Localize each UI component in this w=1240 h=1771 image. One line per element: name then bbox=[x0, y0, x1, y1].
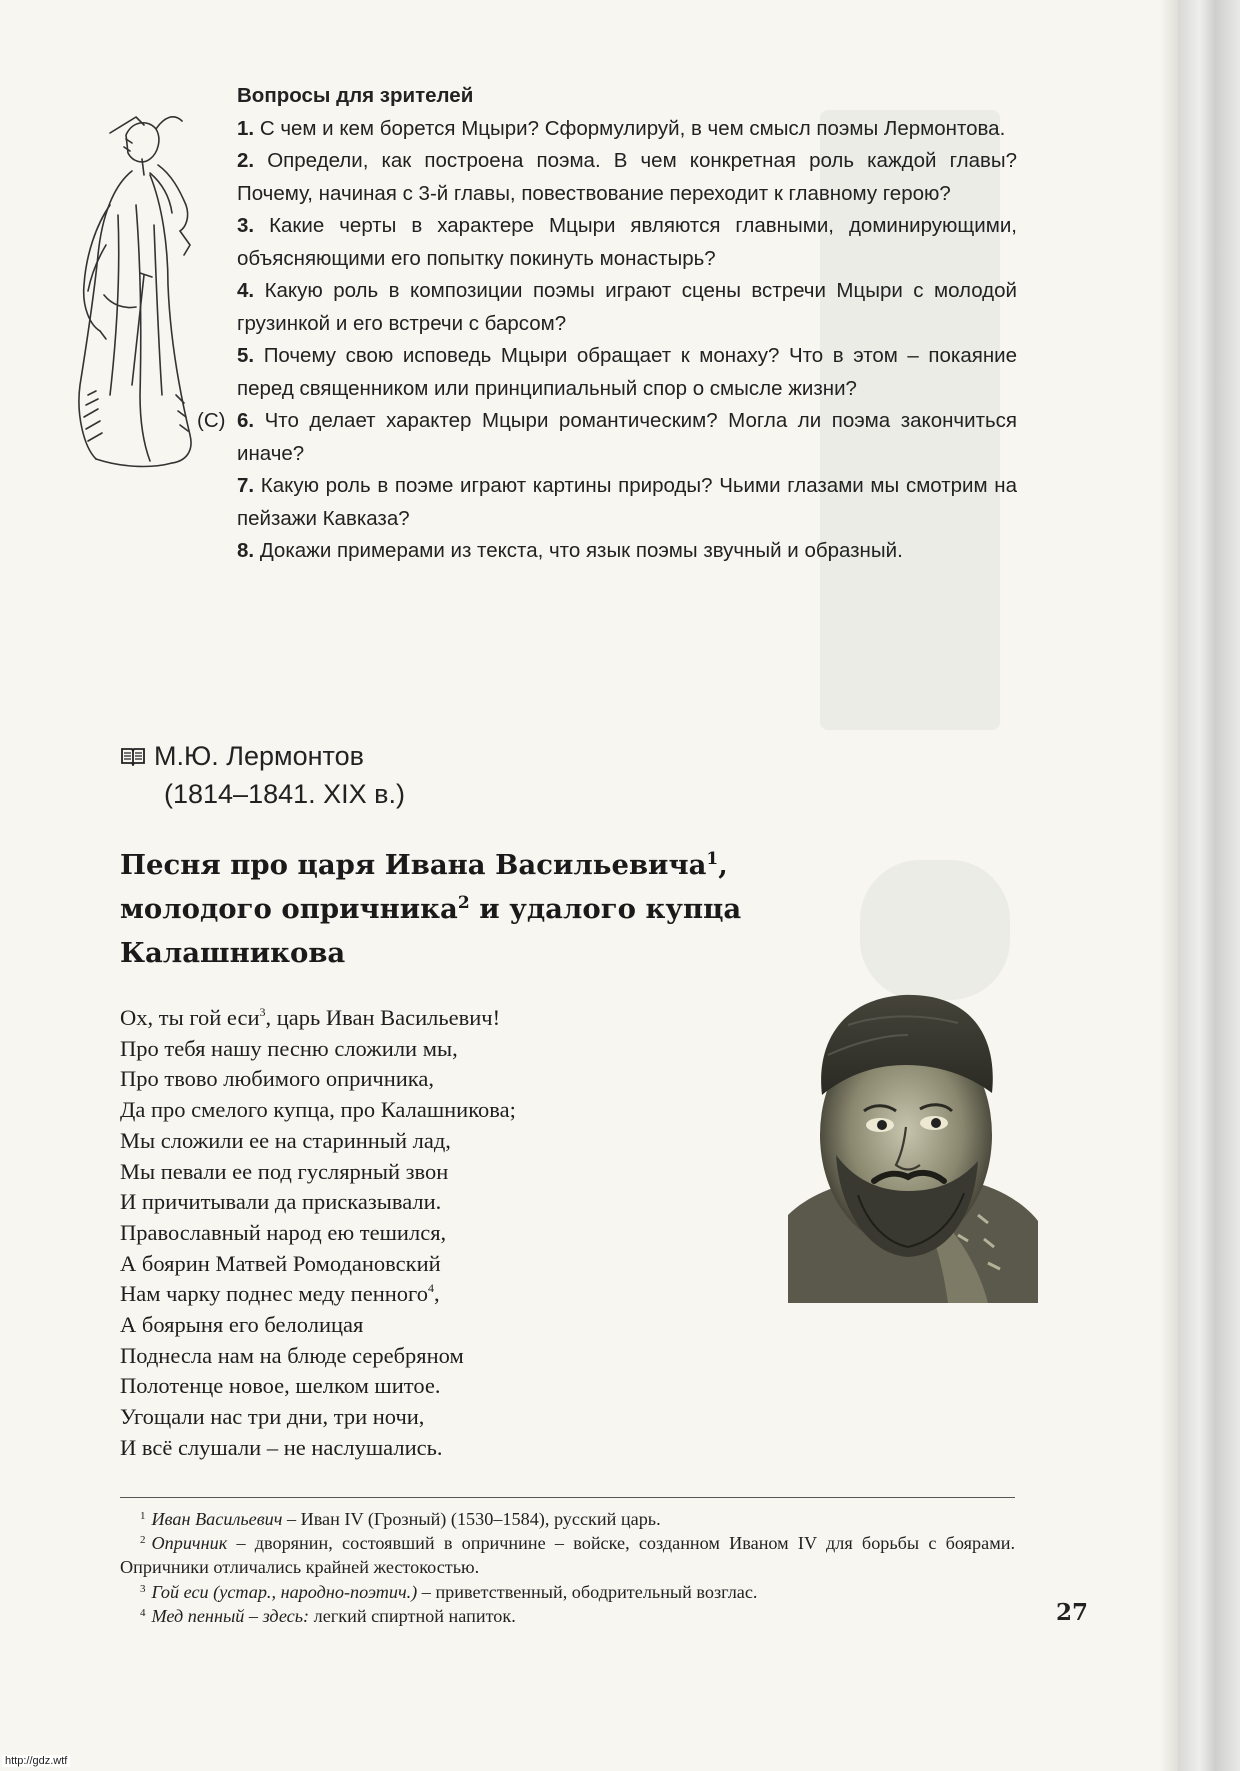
footnote-marker: 4 bbox=[140, 1606, 146, 1619]
poem-line-text: Православный народ ею тешился, bbox=[120, 1219, 447, 1245]
question-number: 7. bbox=[237, 474, 255, 497]
question-number: 4. bbox=[237, 279, 255, 302]
book-spine bbox=[1178, 0, 1240, 1771]
poem-title-line-2a: молодого опричника bbox=[120, 893, 458, 925]
poem-line-text: А боярыня его белолицая bbox=[120, 1312, 364, 1338]
poem-line bbox=[120, 1371, 760, 1402]
poem-line bbox=[120, 1433, 760, 1464]
question-text: Что делает характер Мцыри романтическим? Могла ли поэма закончиться иначе? bbox=[237, 409, 1017, 465]
poem-line-text-tail: , bbox=[433, 1281, 440, 1307]
page-gutter-shadow bbox=[1160, 0, 1178, 1771]
footnote-ref: 1 bbox=[706, 849, 719, 869]
poem-line-text: Про тебя нашу песню сложили мы, bbox=[120, 1035, 458, 1061]
question-number: 3. bbox=[237, 214, 255, 237]
footnote-ref: 2 bbox=[457, 893, 470, 913]
question-item bbox=[237, 340, 1017, 405]
poem-line-text: Полотенце новое, шелком шитое. bbox=[120, 1373, 441, 1399]
footnote-term: Иван Васильевич bbox=[151, 1509, 283, 1529]
poem-title-line-1: Песня про царя Ивана Васильевича bbox=[120, 849, 707, 881]
author-dates: (1814–1841. XIX в.) bbox=[164, 779, 405, 809]
question-text: Определи, как построена поэма. В чем конкретная роль каждой главы? Почему, начиная с 3-й главы, повествование переходит к главному герою? bbox=[237, 149, 1017, 205]
poem-line bbox=[120, 1402, 760, 1433]
author-name: М.Ю. Лермонтов bbox=[154, 741, 364, 771]
question-text: Докажи примерами из текста, что язык поэмы звучный и образный. bbox=[259, 539, 903, 562]
poem-line-text: А боярин Матвей Ромодановский bbox=[120, 1250, 441, 1276]
poem-line-text: И причитывали да присказывали. bbox=[120, 1189, 442, 1215]
poem-line-text: Поднесла нам на блюде серебряном bbox=[120, 1342, 464, 1368]
questions-heading: Вопросы для зрителей bbox=[237, 84, 474, 107]
poem-line-text: Да про смелого купца, про Калашникова; bbox=[120, 1097, 516, 1123]
poem-title bbox=[120, 843, 860, 975]
poem-line-text-tail: , царь Иван Васильевич! bbox=[265, 1005, 501, 1030]
question-item bbox=[197, 405, 1017, 470]
question-number: 2. bbox=[237, 149, 255, 172]
question-text: Почему свою исповедь Мцыри обращает к монаху? Что в этом – покаяние перед священником или принципиальный спор о смысле жизни? bbox=[237, 344, 1017, 400]
question-text: Какие черты в характере Мцыри являются главными, доминирующими, объясняющими его попытку покинуть монастырь? bbox=[237, 214, 1017, 270]
footnote-ref: 3 bbox=[259, 1005, 266, 1019]
poem-line bbox=[120, 1095, 760, 1126]
question-number: 1. bbox=[237, 116, 255, 140]
poem-line-text: Нам чарку поднес меду пенного bbox=[120, 1281, 428, 1307]
poem-line-text: Угощали нас три дни, три ночи, bbox=[120, 1404, 425, 1430]
footnote-ref: 4 bbox=[427, 1281, 434, 1296]
tsar-portrait bbox=[788, 985, 1038, 1303]
poem-line bbox=[120, 1157, 760, 1188]
poem-title-line-3: Калашникова bbox=[120, 937, 346, 969]
poem-line-text: Ох, ты гой еси bbox=[120, 1005, 260, 1030]
source-watermark: http://gdz.wtf bbox=[2, 1755, 70, 1767]
question-mark: (С) bbox=[197, 409, 226, 432]
footnote-term: Опричник bbox=[151, 1533, 228, 1554]
footnote-term: Гой еси (устар., народно-поэтич.) bbox=[151, 1581, 418, 1602]
question-text: Какую роль в композиции поэмы играют сцены встречи Мцыри с молодой грузинкой и его встречи с барсом? bbox=[237, 279, 1017, 335]
question-item bbox=[237, 535, 1017, 568]
footnote-item bbox=[120, 1580, 1015, 1604]
poem-line-text: Про твово любимого опричника, bbox=[120, 1066, 435, 1092]
question-text: Какую роль в поэме играют картины природы? Чьими глазами мы смотрим на пейзажи Кавказа? bbox=[237, 474, 1017, 530]
poem-line bbox=[120, 1034, 760, 1065]
footnote-term: Мед пенный – здесь: bbox=[151, 1605, 310, 1626]
author-block bbox=[120, 737, 405, 813]
footnote-separator bbox=[120, 1497, 1015, 1498]
question-item bbox=[237, 275, 1017, 340]
footnote-marker: 1 bbox=[140, 1510, 146, 1522]
footnote-item bbox=[120, 1531, 1015, 1579]
poem-line bbox=[120, 1279, 760, 1310]
footnote-item bbox=[120, 1604, 1015, 1628]
footnotes bbox=[120, 1507, 1015, 1628]
question-number: 8. bbox=[237, 539, 255, 562]
question-item bbox=[237, 470, 1017, 535]
question-item bbox=[237, 210, 1017, 275]
footnote-text: – Иван IV (Грозный) (1530–1584), русский царь. bbox=[282, 1509, 661, 1529]
question-item bbox=[237, 145, 1017, 210]
footnote-text: легкий спиртной напиток. bbox=[309, 1605, 516, 1626]
poem-line bbox=[120, 1310, 760, 1341]
footnote-text: – дворянин, состоявший в опричнине – войске, созданном Иваном IV для борьбы с боярами. Опричники отличались крайней жестокостью. bbox=[120, 1533, 1015, 1578]
page-number: 27 bbox=[1056, 1599, 1089, 1626]
poem-line bbox=[120, 1187, 760, 1218]
footnote-text: – приветственный, ободрительный возглас. bbox=[417, 1581, 758, 1602]
poem-title-line-2b: и удалого купца bbox=[469, 893, 742, 925]
footnote-item bbox=[120, 1507, 1015, 1531]
poem-line bbox=[120, 1064, 760, 1095]
poem-line bbox=[120, 1126, 760, 1157]
poem-line bbox=[120, 1218, 760, 1249]
footnote-marker: 3 bbox=[140, 1582, 146, 1595]
poem-line-text: Мы сложили ее на старинный лад, bbox=[120, 1127, 451, 1153]
question-number: 5. bbox=[237, 344, 255, 367]
book-icon bbox=[120, 746, 146, 766]
poem-line bbox=[120, 1249, 760, 1280]
poem-line-text: И всё слушали – не наслушались. bbox=[120, 1434, 443, 1460]
questions-list bbox=[197, 113, 1017, 568]
poem-line-text: Мы певали ее под гуслярный звон bbox=[120, 1158, 449, 1184]
bleed-through bbox=[860, 860, 1010, 1000]
poem-line bbox=[120, 1003, 760, 1034]
poem-text bbox=[120, 1003, 760, 1464]
poem-line bbox=[120, 1341, 760, 1372]
footnote-marker: 2 bbox=[140, 1534, 146, 1547]
poem-title-comma: , bbox=[718, 849, 728, 881]
question-item bbox=[237, 113, 1017, 146]
question-number: 6. bbox=[237, 409, 255, 432]
questions-block bbox=[197, 80, 1017, 568]
question-text: С чем и кем борется Мцыри? Сформулируй, в чем смысл поэмы Лермонтова. bbox=[259, 116, 1006, 140]
